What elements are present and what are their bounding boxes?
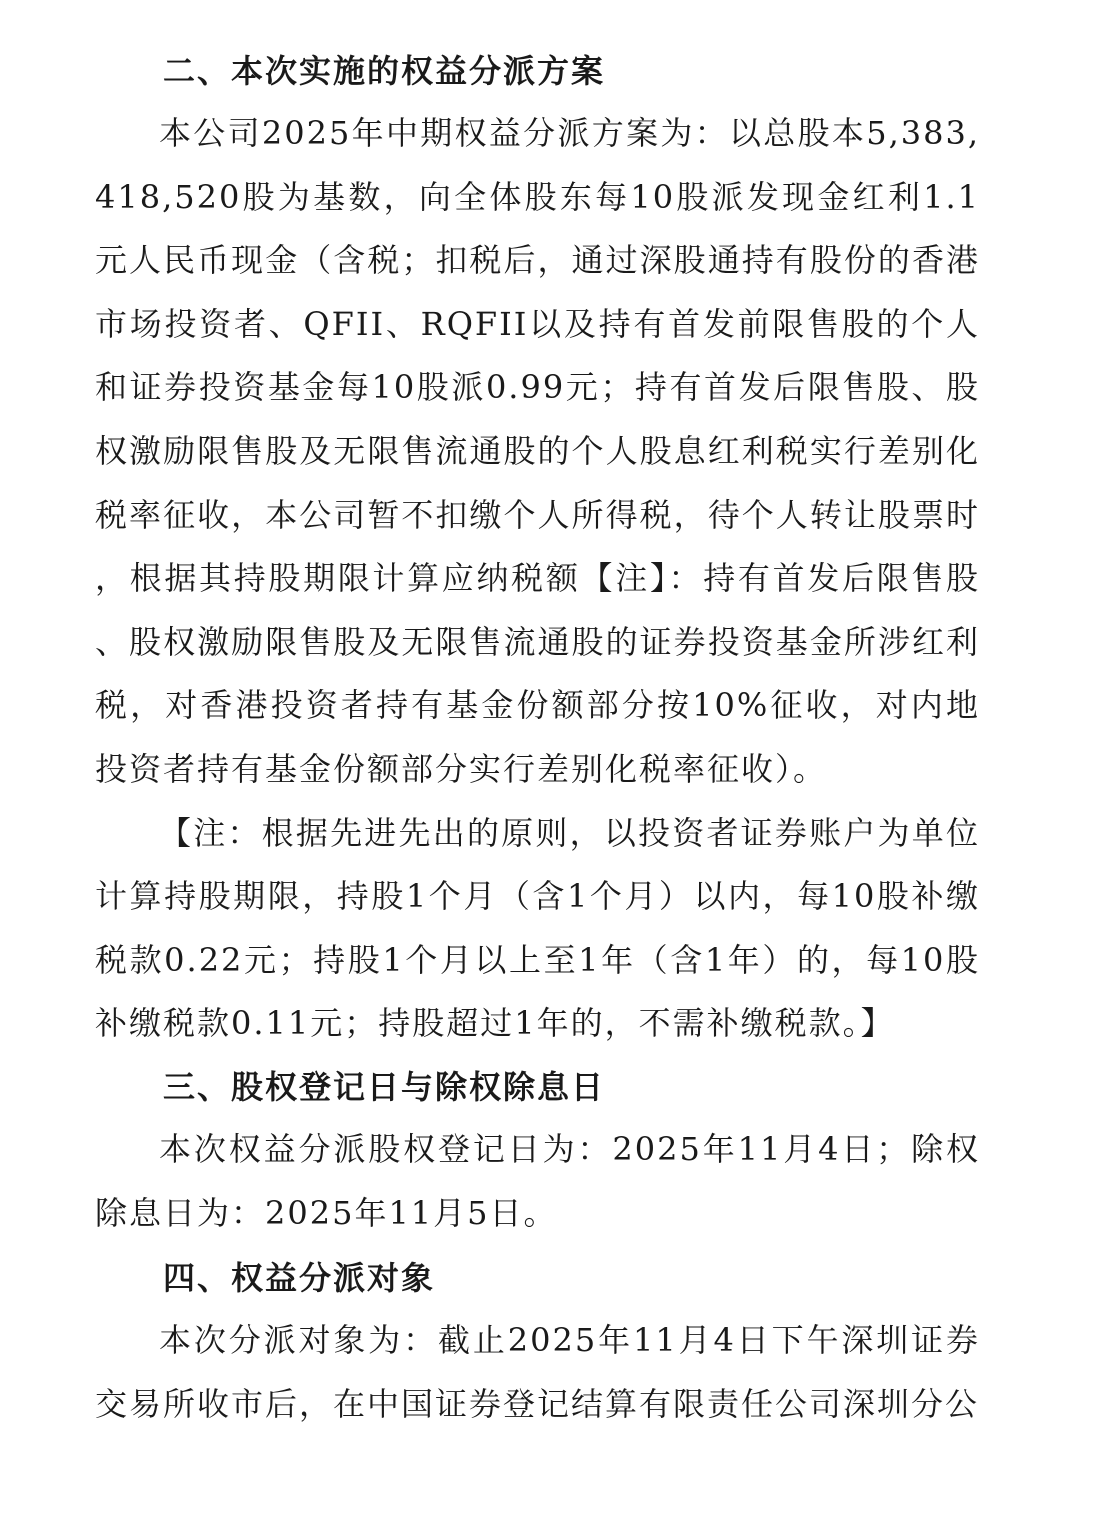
paragraph-record-date: 本次权益分派股权登记日为：2025年11月4日；除权除息日为：2025年11月5日。 bbox=[95, 1129, 980, 1232]
document-page bbox=[95, 40, 980, 1436]
section-heading-dividend-plan: 二、本次实施的权益分派方案 bbox=[163, 52, 606, 90]
paragraph-distribution-target: 本次分派对象为：截止2025年11月4日下午深圳证券交易所收市后，在中国证券登记结算有限责任公司深圳分公 bbox=[95, 1321, 980, 1423]
paragraph-tax-note: 【注：根据先进先出的原则，以投资者证券账户为单位计算持股期限，持股1个月（含1个月）以内，每10股补缴税款0.22元；持股1个月以上至1年（含1年）的，每10股补缴税款0.11元；持股超过1年的，不需补缴税款。】 bbox=[95, 813, 980, 1043]
section-heading-distribution-target: 四、权益分派对象 bbox=[163, 1259, 436, 1298]
paragraph-dividend-plan: 本公司2025年中期权益分派方案为：以总股本5,383,418,520股为基数，向全体股东每10股派发现金红利1.1元人民币现金（含税；扣税后，通过深股通持有股份的香港市场投资者、QFII、RQFII以及持有首发前限售股的个人和证券投资基金每10股派0.99元；持有首发后限售股、股权激励限售股及无限售流通股的个人股息红利税实行差别化税率征收，本公司暂不扣缴个人所得税，待个人转让股票时，根据其持股期限计算应纳税额【注】：持有首发后限售股、股权激励限售股及无限售流通股的证券投资基金所涉红利税，对香港投资者持有基金份额部分按10%征收，对内地投资者持有基金份额部分实行差别化税率征收）。 bbox=[95, 114, 980, 788]
section-heading-record-date: 三、股权登记日与除权除息日 bbox=[163, 1067, 606, 1106]
